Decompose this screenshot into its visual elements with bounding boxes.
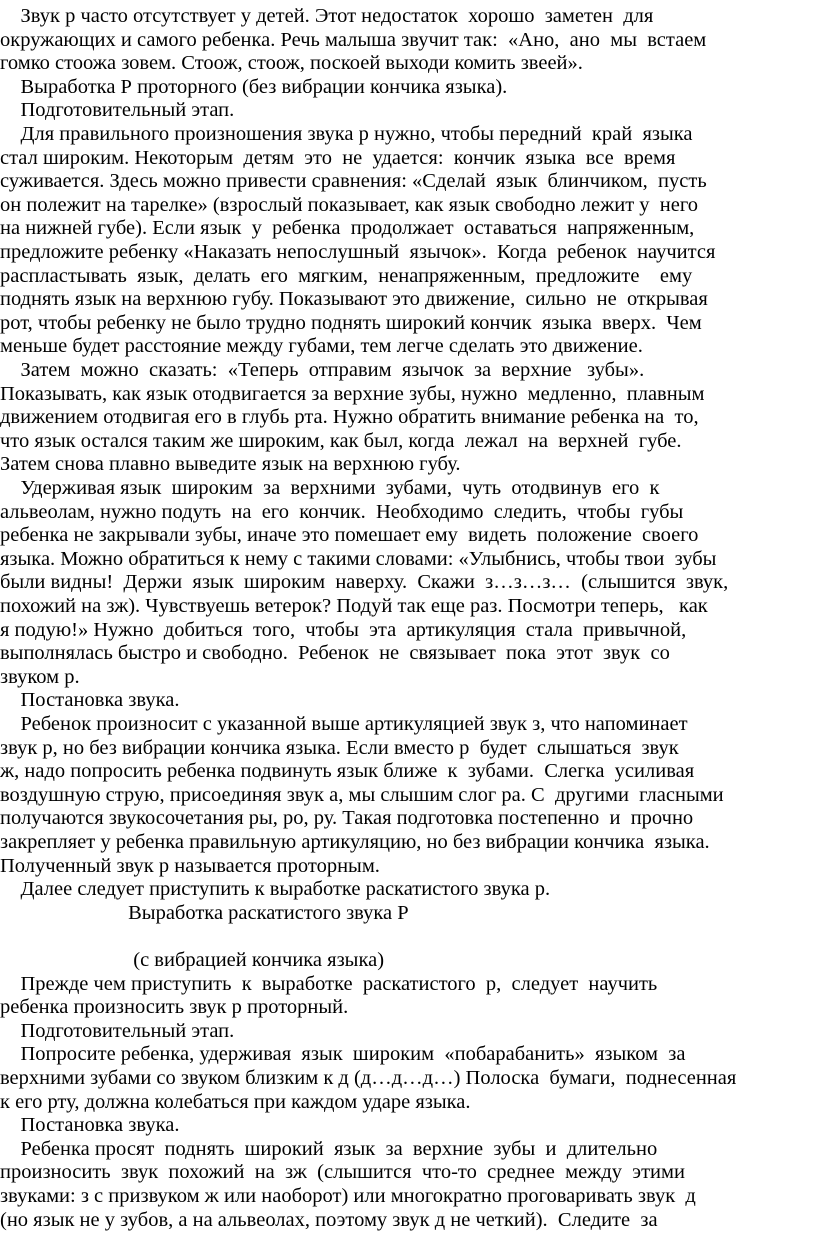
text-line: Далее следует приступить к выработке раскатистого звука р. <box>0 878 551 901</box>
text-line: Показывать, как язык отодвигается за верхние зубы, нужно медленно, плавным <box>0 382 705 405</box>
text-line: выполнялась быстро и свободно. Ребенок не связывает пока этот звук со <box>0 642 670 665</box>
text-line: Для правильного произношения звука р нужно, чтобы передний край языка <box>0 123 693 145</box>
text-line: он полежит на тарелке» (взрослый показывает, как язык свободно лежит у него <box>0 193 699 216</box>
text-line: ж, надо попросить ребенка подвинуть язык ближе к зубами. Слегка усиливая <box>0 760 695 783</box>
text-line: рот, чтобы ребенку не было трудно поднять широкий кончик языка вверх. Чем <box>0 311 702 334</box>
text-line: звуком р. <box>0 665 80 688</box>
text-line: альвеолам, нужно подуть на его кончик. Необходимо следить, чтобы губы <box>0 500 684 523</box>
text-line: языка. Можно обратиться к нему с такими словами: «Улыбнись, чтобы твои зубы <box>0 547 717 570</box>
text-line: Подготовительный этап. <box>0 99 235 122</box>
text-line: Ребенка просят поднять широкий язык за верхние зубы и длительно <box>0 1137 658 1160</box>
text-line: Постановка звука. <box>0 1114 180 1137</box>
text-line: к его рту, должна колебаться при каждом ударе языка. <box>0 1090 471 1113</box>
text-line: окружающих и самого ребенка. Речь малыша звучит так: «Ано, ано мы встаем <box>0 28 707 51</box>
text-line: Затем снова плавно выведите язык на верхнюю губу. <box>0 453 461 476</box>
text-line: Подготовительный этап. <box>0 1019 235 1042</box>
text-line: произносить звук похожий на зж (слышится что-то среднее между этими <box>0 1161 685 1184</box>
text-line: предложите ребенку «Наказать непослушный язычок». Когда ребенок научится <box>0 241 716 263</box>
text-line: похожий на зж). Чувствуешь ветерок? Подуй так еще раз. Посмотри теперь, как <box>0 595 708 617</box>
text-line: (с вибрацией кончика языка) <box>0 949 385 971</box>
text-line: поднять язык на верхнюю губу. Показывают это движение, сильно не открывая <box>0 288 708 311</box>
text-line: воздушную струю, присоединяя звук а, мы слышим слог ра. С другими гласными <box>0 783 724 806</box>
text-line: Ребенок произносит с указанной выше артикуляцией звук з, что напоминает <box>0 713 688 735</box>
text-line: Затем можно сказать: «Теперь отправим язычок за верхние зубы». <box>0 359 645 381</box>
text-line: Выработка Р проторного (без вибрации кончика языка). <box>0 75 508 98</box>
text-line: Постановка звука. <box>0 689 180 712</box>
text-line: получаются звукосочетания ры, ро, ру. Такая подготовка постепенно и прочно <box>0 807 694 830</box>
text-line: Полученный звук р называется проторным. <box>0 854 380 877</box>
text-line: были видны! Держи язык широким наверху. Скажи з…з…з… (слышится звук, <box>0 571 729 594</box>
text-line: закрепляет у ребенка правильную артикуляцию, но без вибрации кончика языка. <box>0 831 710 853</box>
text-line: движением отодвигая его в глубь рта. Нужно обратить внимание ребенка на то, <box>0 406 699 429</box>
text-line: Попросите ребенка, удерживая язык широким «побарабанить» языком за <box>0 1043 686 1066</box>
text-line: что язык остался таким же широким, как был, когда лежал на верхней губе. <box>0 429 682 452</box>
text-line: стал широким. Некоторым детям это не удается: кончик языка все время <box>0 146 676 169</box>
text-line: гомко стоожа зовем. Стоож, стоож, поскоей выходи комить звеей». <box>0 52 583 75</box>
text-line: звуками: з с призвуком ж или наоборот) или многократно проговаривать звук д <box>0 1185 696 1207</box>
text-line: меньше будет расстояние между губами, тем легче сделать это движение. <box>0 335 643 358</box>
text-line: Звук р часто отсутствует у детей. Этот недостаток хорошо заметен для <box>0 5 654 27</box>
text-line: ребенка произносить звук р проторный. <box>0 996 349 1019</box>
text-line: Удерживая язык широким за верхними зубами, чуть отодвинув его к <box>0 477 660 499</box>
text-line: на нижней губе). Если язык у ребенка продолжает оставаться напряженным, <box>0 217 695 240</box>
text-line: я подую!» Нужно добиться того, чтобы эта артикуляция стала привычной, <box>0 618 687 641</box>
text-line: суживается. Здесь можно привести сравнения: «Сделай язык блинчиком, пусть <box>0 170 707 193</box>
text-line: распластывать язык, делать его мягким, ненапряженным, предложите ему <box>0 264 693 287</box>
text-line: ребенка не закрывали зубы, иначе это помешает ему видеть положение своего <box>0 524 699 547</box>
text-line: (но язык не у зубов, а на альвеолах, поэтому звук д не четкий). Следите за <box>0 1208 658 1231</box>
text-line: Прежде чем приступить к выработке раскатистого р, следует научить <box>0 972 658 995</box>
text-line: верхними зубами со звуком близким к д (д…д…д…) Полоска бумаги, поднесенная <box>0 1067 737 1089</box>
text-line: Выработка раскатистого звука Р <box>0 901 409 924</box>
text-line: звук р, но без вибрации кончика языка. Если вместо р будет слышаться звук <box>0 736 679 759</box>
